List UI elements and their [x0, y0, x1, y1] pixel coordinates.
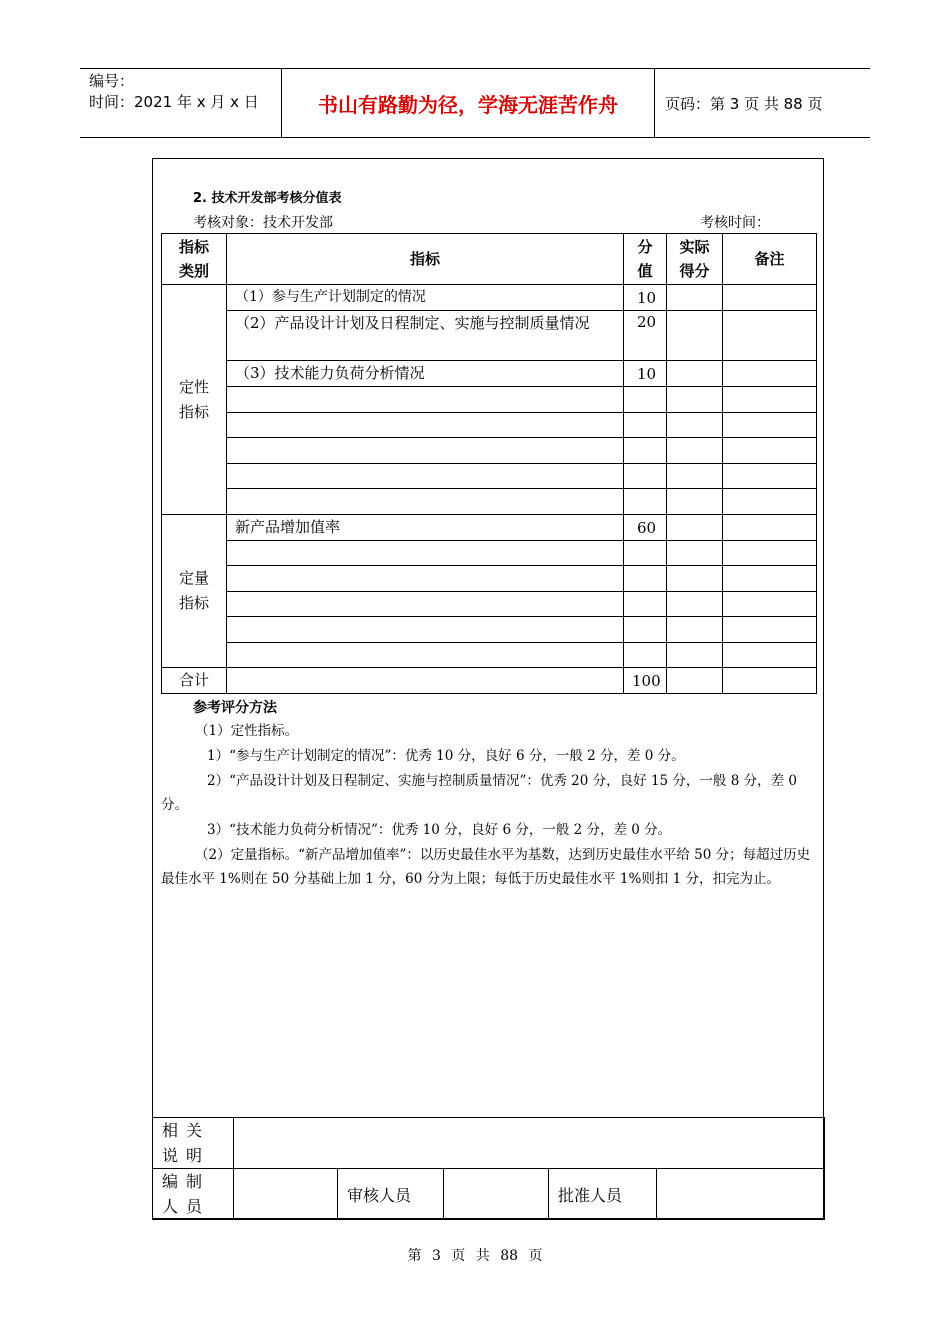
category-quantitative: 定量 指标 [162, 515, 227, 668]
indicator-cell[interactable] [227, 566, 624, 592]
related-notes-row [153, 1118, 825, 1169]
actual-cell[interactable] [667, 413, 723, 438]
col-score: 分 值 [624, 234, 667, 285]
score-cell[interactable] [624, 387, 667, 413]
note-cell[interactable] [723, 413, 817, 438]
note-cell[interactable] [723, 541, 817, 566]
note-cell[interactable] [723, 566, 817, 592]
signatures-row [153, 1169, 825, 1220]
reference-title: 参考评分方法 [193, 700, 277, 716]
actual-cell[interactable] [667, 643, 723, 668]
score-cell[interactable] [624, 643, 667, 668]
score-cell: 20 [624, 311, 667, 361]
actual-cell[interactable] [667, 489, 723, 515]
table-row [162, 515, 817, 541]
score-cell[interactable] [624, 592, 667, 617]
score-table [161, 233, 817, 694]
page-footer: 第 3 页 共 88 页 [407, 1248, 543, 1264]
table-row [162, 566, 817, 592]
header-number: 编号： [89, 72, 135, 90]
indicator-cell[interactable] [227, 489, 624, 515]
note-cell[interactable] [723, 592, 817, 617]
table-header-row [162, 234, 817, 285]
indicator-cell: 新产品增加值率 [227, 515, 624, 541]
note-cell[interactable] [723, 515, 817, 541]
indicator-cell[interactable] [227, 643, 624, 668]
score-cell[interactable] [624, 617, 667, 643]
indicator-cell: （3）技术能力负荷分析情况 [227, 361, 624, 387]
table-row [162, 285, 817, 311]
related-notes-field[interactable] [234, 1118, 825, 1169]
indicator-cell: （1）参与生产计划制定的情况 [227, 285, 624, 311]
assessment-time: 考核时间： [700, 215, 770, 231]
table-row [162, 413, 817, 438]
header-meta [80, 69, 280, 137]
reference-p1c: 3）“技术能力负荷分析情况”：优秀 10 分，良好 6 分，一般 2 分，差 0 分。 [207, 822, 672, 838]
indicator-cell[interactable] [227, 387, 624, 413]
score-cell: 10 [624, 285, 667, 311]
total-score: 100 [624, 668, 667, 694]
actual-cell[interactable] [667, 464, 723, 489]
indicator-cell[interactable] [227, 617, 624, 643]
document-header [80, 68, 870, 138]
category-qualitative: 定性 指标 [162, 285, 227, 515]
col-indicator: 指标 [227, 234, 624, 285]
approver-field[interactable] [657, 1169, 825, 1220]
table-row [162, 643, 817, 668]
note-cell[interactable] [723, 361, 817, 387]
signoff-table [152, 1117, 825, 1220]
note-cell[interactable] [723, 464, 817, 489]
table-row [162, 464, 817, 489]
actual-cell[interactable] [667, 438, 723, 464]
related-notes-label: 相关说明 [153, 1118, 234, 1169]
header-time: 时间：2021 年 x 月 x 日 [89, 93, 259, 111]
score-cell[interactable] [624, 489, 667, 515]
reviewer-label: 审核人员 [338, 1169, 444, 1220]
indicator-cell[interactable] [227, 438, 624, 464]
section-title: 2. 技术开发部考核分值表 [193, 191, 342, 206]
reference-p1a: 1）“参与生产计划制定的情况”：优秀 10 分，良好 6 分，一般 2 分，差 0 分。 [207, 748, 685, 764]
indicator-cell[interactable] [227, 541, 624, 566]
actual-cell[interactable] [667, 617, 723, 643]
score-cell: 10 [624, 361, 667, 387]
actual-cell[interactable] [667, 515, 723, 541]
actual-cell[interactable] [667, 387, 723, 413]
actual-cell[interactable] [667, 285, 723, 311]
note-cell[interactable] [723, 438, 817, 464]
header-page-info: 页码：第 3 页 共 88 页 [665, 94, 823, 113]
reference-p1: （1）定性指标。 [195, 723, 299, 739]
col-actual: 实际 得分 [667, 234, 723, 285]
reference-p2: （2）定量指标。“新产品增加值率”：以历史最佳水平为基数，达到历史最佳水平给 50 分；每超过历史最佳水平 1%则在 50 分基础上加 1 分，60 分为上限；每低于历史最佳水平 1%则扣 1 分，扣完为止。 [161, 847, 811, 887]
score-cell: 60 [624, 515, 667, 541]
col-note: 备注 [723, 234, 817, 285]
actual-cell[interactable] [667, 361, 723, 387]
table-row [162, 438, 817, 464]
reference-p1b: 2）“产品设计计划及日程制定、实施与控制质量情况”：优秀 20 分，良好 15 分，一般 8 分，差 0 分。 [161, 773, 797, 813]
score-cell[interactable] [624, 464, 667, 489]
actual-cell[interactable] [667, 566, 723, 592]
indicator-cell[interactable] [227, 592, 624, 617]
actual-cell[interactable] [667, 541, 723, 566]
table-row [162, 541, 817, 566]
table-row [162, 617, 817, 643]
reviewer-field[interactable] [444, 1169, 549, 1220]
table-total-row [162, 668, 817, 694]
approver-label: 批准人员 [549, 1169, 657, 1220]
total-label: 合计 [162, 668, 227, 694]
note-cell[interactable] [723, 387, 817, 413]
table-row [162, 387, 817, 413]
actual-cell[interactable] [667, 592, 723, 617]
editor-label: 编制人员 [153, 1169, 234, 1220]
actual-cell[interactable] [667, 311, 723, 361]
note-cell[interactable] [723, 489, 817, 515]
total-actual-cell[interactable] [667, 668, 723, 694]
total-indicator-cell [227, 668, 624, 694]
assessment-target: 考核对象：技术开发部 [193, 215, 333, 231]
score-cell[interactable] [624, 541, 667, 566]
note-cell[interactable] [723, 643, 817, 668]
note-cell[interactable] [723, 311, 817, 361]
table-row [162, 311, 817, 361]
table-row [162, 361, 817, 387]
score-cell[interactable] [624, 438, 667, 464]
header-motto: 书山有路勤为径，学海无涯苦作舟 [318, 92, 618, 117]
total-note-cell[interactable] [723, 668, 817, 694]
indicator-cell[interactable] [227, 413, 624, 438]
col-category: 指标 类别 [162, 234, 227, 285]
table-row [162, 592, 817, 617]
note-cell[interactable] [723, 617, 817, 643]
table-row [162, 489, 817, 515]
note-cell[interactable] [723, 285, 817, 311]
score-cell[interactable] [624, 413, 667, 438]
indicator-cell[interactable] [227, 464, 624, 489]
score-cell[interactable] [624, 566, 667, 592]
indicator-cell: （2）产品设计计划及日程制定、实施与控制质量情况 [227, 311, 624, 361]
editor-field[interactable] [234, 1169, 338, 1220]
